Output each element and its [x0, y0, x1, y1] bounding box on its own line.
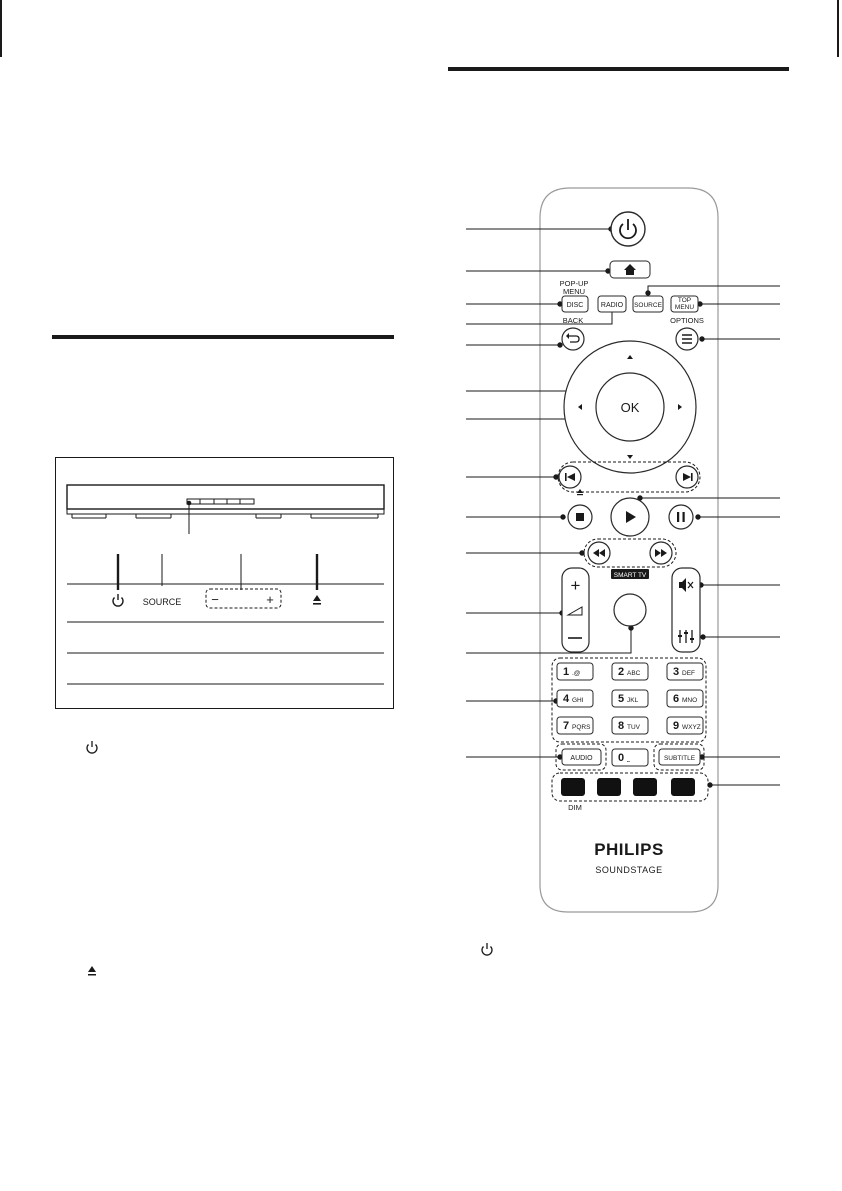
panel-source-label: SOURCE	[142, 597, 182, 607]
play-button[interactable]	[611, 498, 649, 536]
smart-tv-button[interactable]	[611, 569, 649, 626]
color-key-1[interactable]	[561, 778, 585, 796]
panel-volume-minus: −	[211, 592, 219, 607]
subtitle-label: SUBTITLE	[663, 755, 696, 762]
disc-label: DISC	[566, 302, 584, 309]
color-key-3[interactable]	[633, 778, 657, 796]
key-2-button[interactable]	[612, 663, 648, 680]
key-digit: 3	[672, 666, 680, 678]
options-button[interactable]	[676, 328, 698, 350]
sound-settings-icon	[678, 630, 694, 643]
key-0-button[interactable]	[612, 749, 648, 766]
key-letters: DEF	[682, 670, 695, 677]
key-4-button[interactable]	[557, 690, 593, 707]
key-letters: .@	[572, 670, 581, 677]
key-letters: TUV	[627, 724, 640, 731]
volume-plus-label: +	[570, 576, 581, 595]
volume-rocker[interactable]	[562, 568, 589, 652]
key-digit: 9	[672, 720, 680, 732]
key-6-button[interactable]	[667, 690, 703, 707]
back-button[interactable]	[562, 328, 584, 350]
key-digit: 2	[617, 666, 625, 678]
key-9-button[interactable]	[667, 717, 703, 734]
key-letters: GHI	[572, 697, 584, 704]
dim-label: DIM	[568, 803, 582, 812]
key-letters: JKL	[627, 697, 639, 704]
key-1-button[interactable]	[557, 663, 593, 680]
brand-logo: PHILIPS	[594, 840, 664, 859]
top-menu-label: TOP MENU	[674, 297, 695, 311]
audio-label: AUDIO	[570, 755, 593, 762]
audio-button[interactable]	[562, 749, 601, 765]
stop-icon	[576, 513, 584, 521]
remote-power-button[interactable]	[611, 212, 645, 246]
back-label: BACK	[562, 316, 584, 325]
key-digit: 0	[617, 752, 625, 764]
fast-forward-button[interactable]	[650, 542, 672, 564]
key-digit: 4	[562, 693, 570, 705]
key-letters: PQRS	[572, 724, 591, 731]
color-key-2[interactable]	[597, 778, 621, 796]
eject-small-icon	[577, 489, 583, 495]
key-digit: 6	[672, 693, 680, 705]
source-label: SOURCE	[634, 302, 662, 309]
popup-menu-label: POP-UP MENU	[559, 279, 589, 296]
key-5-button[interactable]	[612, 690, 648, 707]
disc-button[interactable]	[562, 296, 588, 312]
mute-sound-rocker[interactable]	[672, 568, 700, 652]
radio-label: RADIO	[600, 302, 624, 309]
subtitle-button[interactable]	[659, 749, 700, 765]
next-button[interactable]	[676, 466, 698, 488]
home-button[interactable]	[610, 261, 650, 278]
key-7-button[interactable]	[557, 717, 593, 734]
key-digit: 5	[617, 693, 625, 705]
color-key-4[interactable]	[671, 778, 695, 796]
rewind-button[interactable]	[588, 542, 610, 564]
key-digit: 7	[562, 720, 570, 732]
radio-button[interactable]	[598, 296, 626, 312]
key-letters: ABC	[627, 670, 641, 677]
previous-button[interactable]	[559, 466, 581, 488]
pause-button[interactable]	[669, 505, 693, 529]
panel-volume-plus: +	[266, 592, 274, 607]
ok-button[interactable]	[596, 373, 664, 441]
key-letters: WXYZ	[682, 724, 701, 731]
key-3-button[interactable]	[667, 663, 703, 680]
top-menu-button[interactable]	[671, 296, 698, 312]
stop-button[interactable]	[568, 505, 592, 529]
key-letters: MNO	[682, 697, 698, 704]
key-letters: ⎵	[627, 756, 630, 763]
model-name: SOUNDSTAGE	[595, 865, 663, 875]
smart-tv-label: SMART TV	[613, 572, 647, 579]
options-label: OPTIONS	[670, 316, 704, 325]
ok-label: OK	[620, 400, 640, 415]
source-button[interactable]	[633, 296, 663, 312]
key-digit: 1	[562, 666, 570, 678]
key-digit: 8	[617, 720, 625, 732]
key-8-button[interactable]	[612, 717, 648, 734]
